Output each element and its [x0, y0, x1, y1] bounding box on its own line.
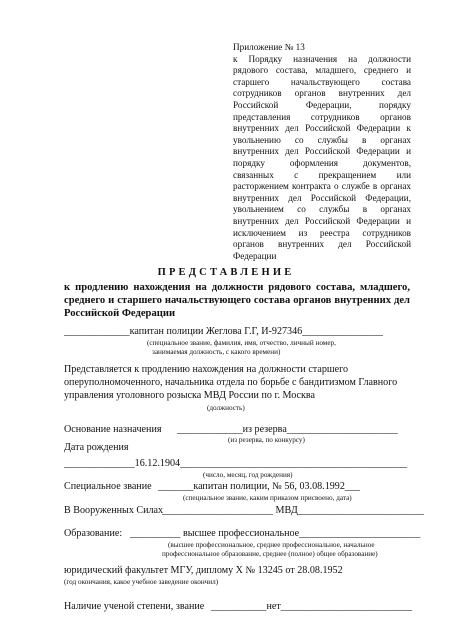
appendix-line: расторжением контракта о службе в органах	[233, 181, 411, 192]
appendix-line: к Порядку назначения на должности	[233, 53, 411, 64]
document-heading: к продлению нахождения на должности рядового состава, младшего, среднего и старшего начальствующего состава органов внутренних дел Российской Федерации	[64, 282, 410, 319]
education-value: __________ высшее профессиональное________________________	[130, 528, 421, 539]
person-line: _____________капитан полиции Жеглова Г.Г, И-927346________________	[64, 326, 383, 337]
appendix-line: рядового состава, младшего, среднего и	[233, 65, 411, 76]
birth-label: Дата рождения	[64, 442, 129, 453]
appendix-line: Федерации	[233, 250, 277, 261]
appendix-line: внутренних дел Российской Федерации,	[233, 192, 411, 203]
education-label: Образование:	[64, 528, 123, 539]
education-caption-1: (высшее профессиональное, среднее профессиональное, начальное	[168, 541, 375, 549]
basis-caption: (из резерва, по конкурсу)	[228, 436, 305, 444]
appendix-line: увольнением со службы в органах	[233, 204, 411, 215]
basis-value: _____________из резерва______________________	[177, 424, 398, 435]
appendix-line: порядку оформления документов,	[233, 157, 411, 168]
school-value: юридический факультет МГУ, диплому Х № 13245 от 28.08.1952	[64, 565, 343, 576]
degree-label: Наличие ученой степени, звание	[64, 601, 205, 612]
appendix-title: Приложение № 13	[233, 42, 305, 52]
appendix-line: связанных с прекращением или	[233, 169, 411, 180]
appendix-line: органов внутренних дел Российской	[233, 239, 411, 250]
appendix-line: исключением из реестра сотрудников	[233, 227, 411, 238]
appendix-line: старшего начальствующего состава	[233, 76, 411, 87]
birth-caption: (число, месяц, год рождения)	[203, 471, 293, 479]
basis-label: Основание назначения	[64, 424, 162, 435]
appendix-line: внутренних дел Российской Федерации к	[233, 123, 411, 134]
document-title: ПРЕДСТАВЛЕНИЕ	[157, 267, 295, 278]
appendix-line: внутренних дел Российской Федерации и	[233, 146, 411, 157]
person-caption-2: занимаемая должность, с какого времени)	[152, 348, 281, 356]
appendix-line: представления сотрудников органов	[233, 111, 411, 122]
appendix-block	[233, 42, 411, 262]
rank-caption: (специальное звание, каким приказом присвоено, дата)	[183, 494, 352, 502]
position-paragraph	[64, 364, 414, 402]
education-caption-2: профессиональное образование, среднее (полное) общее образование)	[162, 550, 378, 558]
appendix-line: увольнению со службы в органах	[233, 134, 411, 145]
rank-label: Специальное звание	[64, 481, 152, 492]
position-line: оперуполномоченного, начальника отдела по борьбе с бандитизмом Главного	[64, 376, 398, 388]
appendix-line: сотрудников органов внутренних дел	[233, 88, 411, 99]
position-caption: (должность)	[207, 404, 245, 412]
appendix-line: Российской Федерации, порядку	[233, 99, 411, 110]
school-caption: (год окончания, какое учебное заведение окончил)	[64, 578, 219, 586]
degree-value: ___________нет__________________________	[211, 601, 413, 612]
army-label: В Вооруженных Силах	[64, 505, 164, 516]
army-value: ______________________ МВД_________________________	[162, 505, 424, 516]
birth-value: ______________16.12.1904_____________________________________________	[64, 458, 408, 469]
person-caption-1: (специальное звание, фамилия, имя, отчество, личный номер,	[147, 339, 336, 347]
position-line: Представляется к продлению нахождения на должности старшего	[64, 364, 349, 375]
rank-value: _______капитан полиции, № 56, 03.08.1992___	[158, 481, 361, 492]
appendix-line: внутренних дел Российской Федерации и	[233, 215, 411, 226]
position-line: управления уголовного розыска МВД России по г. Москва	[64, 389, 316, 401]
